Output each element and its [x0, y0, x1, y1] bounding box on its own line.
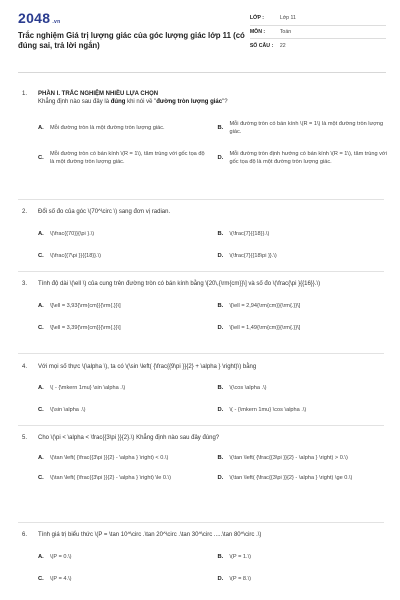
question-text: Cho \(\pi < \alpha < \frac{{3\pi }}{2}.\) Khẳng định nào sau đây đúng?: [38, 435, 220, 441]
meta-value: 22: [279, 42, 286, 49]
question-number: 3.: [22, 281, 28, 287]
option-text: Mỗi đường tròn có bán kính \(R = 1\), tâm trùng với gốc tọa độ là một đường tròn lượng giác.: [50, 151, 205, 165]
option-letter: D.: [217, 475, 224, 481]
option-letter: A.: [38, 125, 44, 131]
option-b[interactable]: [218, 553, 388, 561]
option-text: \(P = 1.\): [229, 554, 252, 560]
option-letter: D.: [217, 325, 224, 331]
options: [38, 553, 387, 583]
option-d[interactable]: [218, 324, 388, 332]
option-text: \(\cos \alpha .\): [229, 385, 267, 391]
text-segment: "?: [222, 99, 228, 105]
option-text: \( - {\mkern 1mu} \cos \alpha .\): [229, 407, 307, 413]
option-text: \(\frac{{70}}{\pi }.\): [50, 231, 95, 237]
option-c[interactable]: [38, 324, 208, 332]
option-letter: D.: [217, 253, 224, 259]
option-letter: C.: [38, 155, 44, 161]
option-text: \(\frac{7}{{18}}.\): [229, 231, 270, 237]
options: [38, 384, 387, 414]
text-segment: khi nói về ": [125, 99, 157, 105]
meta-value: Toán: [279, 28, 292, 35]
options: [38, 120, 387, 166]
question-text: Tính giá trị biểu thức \(P = \tan 10^\circ .\tan 20^\circ .\tan 30^\circ .....\tan 80^\circ .\): [38, 532, 262, 538]
question-divider: [18, 522, 384, 523]
option-a[interactable]: [38, 302, 208, 310]
question-head: [22, 531, 387, 539]
meta-row-count: [250, 39, 386, 53]
option-letter: B.: [217, 455, 224, 461]
meta-value: Lớp 11: [279, 15, 296, 22]
option-text: \(P = 4.\): [50, 576, 72, 582]
question-1: [22, 90, 387, 166]
option-text: \(P = 0.\): [50, 554, 72, 560]
option-letter: D.: [217, 576, 224, 582]
option-c[interactable]: [38, 474, 208, 482]
option-text: \(\tan \left( {\frac{{3\pi }}{2} - \alpha } \right) > 0.\): [229, 455, 348, 461]
option-letter: C.: [38, 475, 44, 481]
option-letter: B.: [217, 554, 224, 560]
option-letter: A.: [38, 455, 44, 461]
option-letter: A.: [38, 554, 44, 560]
option-a[interactable]: [38, 553, 208, 561]
option-text: \(\sin \alpha .\): [50, 407, 86, 413]
option-b[interactable]: [218, 230, 388, 238]
option-d[interactable]: [218, 406, 388, 414]
text-segment: Khẳng định nào sau đây là: [38, 99, 111, 105]
option-letter: C.: [38, 253, 44, 259]
option-text: Mỗi đường tròn định hướng có bán kính \(R = 1\), tâm trùng với gốc tọa độ là một đường tròn lượng giác.: [229, 151, 387, 165]
option-letter: B.: [217, 125, 224, 131]
option-text: \(\tan \left( {\frac{{3\pi }}{2} - \alpha } \right) \ge 0.\): [229, 475, 353, 481]
question-number: 4.: [22, 364, 28, 370]
option-letter: B.: [217, 303, 224, 309]
option-letter: D.: [217, 155, 224, 161]
option-text: \[\ell = 2,94{\rm{cm}}{\rm{.}}\]: [229, 303, 301, 309]
question-divider: [18, 199, 384, 200]
meta-label: MÔN :: [249, 28, 266, 35]
option-b[interactable]: [218, 454, 388, 462]
option-text: \( - {\mkern 1mu} \sin \alpha .\): [50, 385, 126, 391]
question-divider: [18, 353, 384, 354]
question-head: [22, 434, 387, 442]
option-text: \(\tan \left( {\frac{{3\pi }}{2} - \alpha } \right) < 0.\): [50, 455, 169, 461]
question-head: [22, 208, 387, 216]
question-text: Đổi số đo của góc \(70^\circ \) sang đơn vị radian.: [38, 209, 171, 215]
question-text: Tính độ dài \(\ell \) của cung trên đường tròn có bán kính bằng \[20\,{\rm{cm}}\] và số đo \(\frac{\pi }{{16}}.\): [38, 281, 321, 287]
question-6: [22, 531, 387, 583]
options: [38, 302, 387, 332]
header: [18, 10, 386, 66]
header-divider: [18, 72, 386, 73]
text-emphasis: đường tròn lượng giác: [156, 99, 223, 105]
question-divider: [18, 271, 384, 272]
options: [38, 230, 387, 260]
option-letter: D.: [217, 407, 224, 413]
option-c[interactable]: [38, 252, 208, 260]
option-b[interactable]: [218, 302, 388, 310]
question-4: [22, 363, 387, 414]
option-letter: A.: [38, 385, 44, 391]
option-letter: B.: [217, 385, 224, 391]
option-a[interactable]: [38, 384, 208, 392]
meta-table: [250, 12, 386, 53]
section-title: PHẦN I. TRẮC NGHIỆM NHIỀU LỰA CHỌN: [38, 91, 159, 97]
option-text: \(P = 8.\): [229, 576, 252, 582]
options: [38, 454, 387, 482]
logo-text: 2048: [18, 10, 51, 26]
document-title: Trắc nghiệm Giá trị lượng giác của góc lượng giác lớp 11 (có đúng sai, trả lời ngắn): [18, 31, 245, 50]
question-head: [22, 280, 387, 288]
option-letter: B.: [217, 231, 224, 237]
question-head: [22, 90, 387, 98]
option-c[interactable]: [38, 575, 208, 583]
option-text: \[\ell = 3,39{\rm{cm}}{\rm{.}}\]: [50, 325, 121, 331]
option-a[interactable]: [38, 120, 208, 136]
option-text: \[\ell = 1,49{\rm{cm}}{\rm{.}}\]: [229, 325, 301, 331]
option-letter: A.: [38, 303, 44, 309]
option-b[interactable]: [218, 384, 388, 392]
question-number: 1.: [22, 91, 28, 97]
meta-row-subject: [250, 26, 386, 40]
question-2: [22, 208, 387, 260]
question-number: 6.: [22, 532, 28, 538]
meta-label: SỐ CÂU :: [249, 42, 274, 49]
option-text: Mỗi đường tròn có bán kính \(R = 1\) là một đường tròn lượng giác.: [229, 121, 384, 135]
option-letter: A.: [38, 231, 44, 237]
logo-suffix: .vn: [52, 19, 61, 25]
option-text: \[\ell = 3,93{\rm{cm}}{\rm{.}}\]: [50, 303, 121, 309]
meta-row-class: [250, 12, 386, 26]
site-logo[interactable]: [18, 10, 60, 26]
option-text: \(\frac{7}{{18\pi }}.\): [229, 253, 277, 259]
header-left: [18, 10, 250, 51]
question-head: [22, 363, 387, 371]
question-5: [22, 434, 387, 482]
option-text: \(\frac{{7\pi }}{{18}}.\): [50, 253, 102, 259]
meta-label: LỚP :: [249, 15, 264, 22]
question-number: 2.: [22, 209, 28, 215]
option-letter: C.: [38, 325, 44, 331]
option-letter: C.: [38, 407, 44, 413]
option-text: \(\tan \left( {\frac{{3\pi }}{2} - \alpha } \right) \le 0.\): [50, 475, 171, 481]
option-text: Mỗi đường tròn là một đường tròn lượng giác.: [50, 125, 165, 131]
option-a[interactable]: [38, 454, 208, 462]
question-text: [38, 98, 387, 106]
option-a[interactable]: [38, 230, 208, 238]
question-number: 5.: [22, 435, 28, 441]
question-divider: [18, 425, 384, 426]
question-text: Với mọi số thực \(\alpha \), ta có \(\sin \left( {\frac{{9\pi }}{2} + \alpha } \right)\) bằng: [38, 364, 257, 370]
option-b[interactable]: [218, 120, 388, 136]
option-d[interactable]: [218, 474, 388, 482]
option-c[interactable]: [38, 406, 208, 414]
question-3: [22, 280, 387, 332]
option-d[interactable]: [218, 575, 388, 583]
option-c[interactable]: [38, 150, 208, 166]
option-letter: C.: [38, 576, 44, 582]
option-d[interactable]: [218, 150, 388, 166]
option-d[interactable]: [218, 252, 388, 260]
text-emphasis: đúng: [110, 99, 126, 105]
